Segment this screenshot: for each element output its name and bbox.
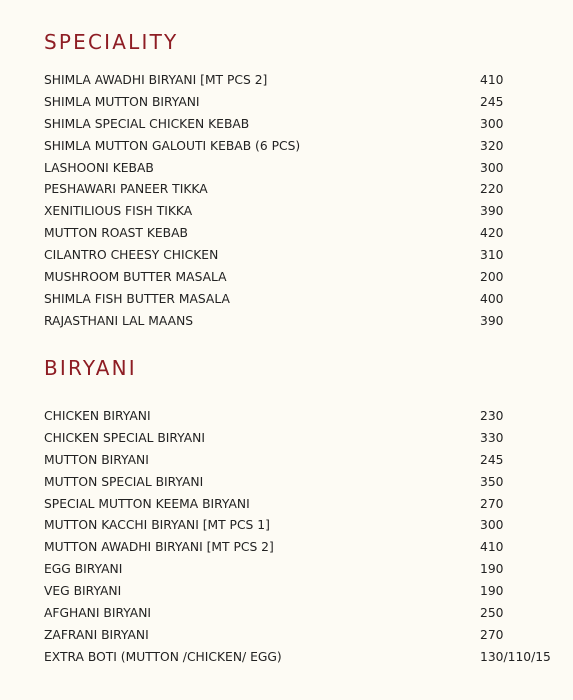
menu-item-price: 410 [480, 73, 504, 87]
menu-item-row [44, 136, 554, 158]
menu-item-row [44, 559, 554, 581]
menu-item-row [44, 494, 554, 516]
menu-item-row [44, 472, 554, 494]
menu-item-price: 330 [480, 430, 504, 445]
menu-item-row [44, 92, 554, 114]
menu-item-row [44, 311, 554, 333]
menu-item-row [44, 267, 554, 289]
menu-item-name: VEG BIRYANI [44, 584, 122, 599]
menu-item-name: MUTTON SPECIAL BIRYANI [44, 474, 204, 489]
menu-item-price: 320 [480, 138, 504, 153]
menu-item-name: AFGHANI BIRYANI [44, 606, 152, 621]
menu-item-name: SHIMLA MUTTON GALOUTI KEBAB (6 PCS) [44, 138, 301, 153]
menu-item-price: 350 [480, 474, 504, 489]
menu-item-row [44, 114, 554, 136]
menu-item-price: 250 [480, 606, 504, 621]
menu-item-row [44, 70, 554, 92]
menu-item-price: 245 [480, 94, 504, 109]
menu-item-price: 245 [480, 452, 504, 467]
menu-item-name: MUTTON ROAST KEBAB [44, 226, 188, 241]
section-title-biryani: BIRYANI [44, 356, 137, 380]
menu-item-price: 300 [480, 518, 504, 533]
menu-item-name: SHIMLA MUTTON BIRYANI [44, 94, 200, 109]
menu-item-name: MUTTON BIRYANI [44, 452, 149, 467]
menu-item-name: CILANTRO CHEESY CHICKEN [44, 248, 219, 263]
menu-item-row [44, 406, 554, 428]
menu-item-price: 270 [480, 496, 504, 511]
menu-item-row [44, 515, 554, 537]
menu-item-price: 220 [480, 182, 504, 197]
menu-item-name: PESHAWARI PANEER TIKKA [44, 182, 208, 197]
menu-item-name: MUSHROOM BUTTER MASALA [44, 270, 227, 285]
menu-item-name: EGG BIRYANI [44, 562, 123, 577]
biryani-item-list [44, 406, 554, 669]
menu-item-name: ZAFRANI BIRYANI [44, 627, 149, 642]
section-title-speciality: SPECIALITY [44, 30, 179, 54]
menu-item-name: MUTTON KACCHI BIRYANI [MT PCS 1] [44, 518, 270, 533]
menu-item-row [44, 625, 554, 647]
menu-item-price: 190 [480, 562, 504, 577]
menu-item-price: 270 [480, 627, 504, 642]
menu-item-row [44, 158, 554, 180]
menu-item-price: 130/110/15 [480, 649, 551, 664]
menu-item-name: RAJASTHANI LAL MAANS [44, 313, 194, 328]
menu-item-price: 300 [480, 116, 504, 131]
menu-item-name: CHICKEN SPECIAL BIRYANI [44, 430, 205, 445]
menu-item-row [44, 179, 554, 201]
menu-item-name: CHICKEN BIRYANI [44, 409, 151, 423]
menu-item-price: 420 [480, 226, 504, 241]
menu-item-price: 410 [480, 540, 504, 555]
menu-item-price: 200 [480, 270, 504, 285]
menu-item-name: SHIMLA FISH BUTTER MASALA [44, 291, 230, 306]
menu-item-price: 310 [480, 248, 504, 263]
menu-item-price: 390 [480, 313, 504, 328]
menu-item-name: MUTTON AWADHI BIRYANI [MT PCS 2] [44, 540, 274, 555]
menu-item-row [44, 450, 554, 472]
menu-item-name: EXTRA BOTI (MUTTON /CHICKEN/ EGG) [44, 649, 282, 664]
menu-item-price: 400 [480, 291, 504, 306]
menu-item-row [44, 428, 554, 450]
menu-item-price: 300 [480, 160, 504, 175]
speciality-item-list [44, 70, 554, 333]
menu-item-row [44, 647, 554, 669]
menu-item-row [44, 537, 554, 559]
menu-item-row [44, 245, 554, 267]
menu-item-row [44, 223, 554, 245]
menu-item-row [44, 201, 554, 223]
menu-item-name: XENITILIOUS FISH TIKKA [44, 204, 193, 219]
menu-item-row [44, 289, 554, 311]
menu-item-name: SHIMLA SPECIAL CHICKEN KEBAB [44, 116, 250, 131]
menu-item-price: 190 [480, 584, 504, 599]
menu-item-name: SHIMLA AWADHI BIRYANI [MT PCS 2] [44, 73, 268, 87]
menu-item-price: 390 [480, 204, 504, 219]
menu-item-row [44, 581, 554, 603]
menu-item-name: SPECIAL MUTTON KEEMA BIRYANI [44, 496, 250, 511]
menu-item-row [44, 603, 554, 625]
menu-item-name: LASHOONI KEBAB [44, 160, 154, 175]
menu-item-price: 230 [480, 409, 504, 423]
